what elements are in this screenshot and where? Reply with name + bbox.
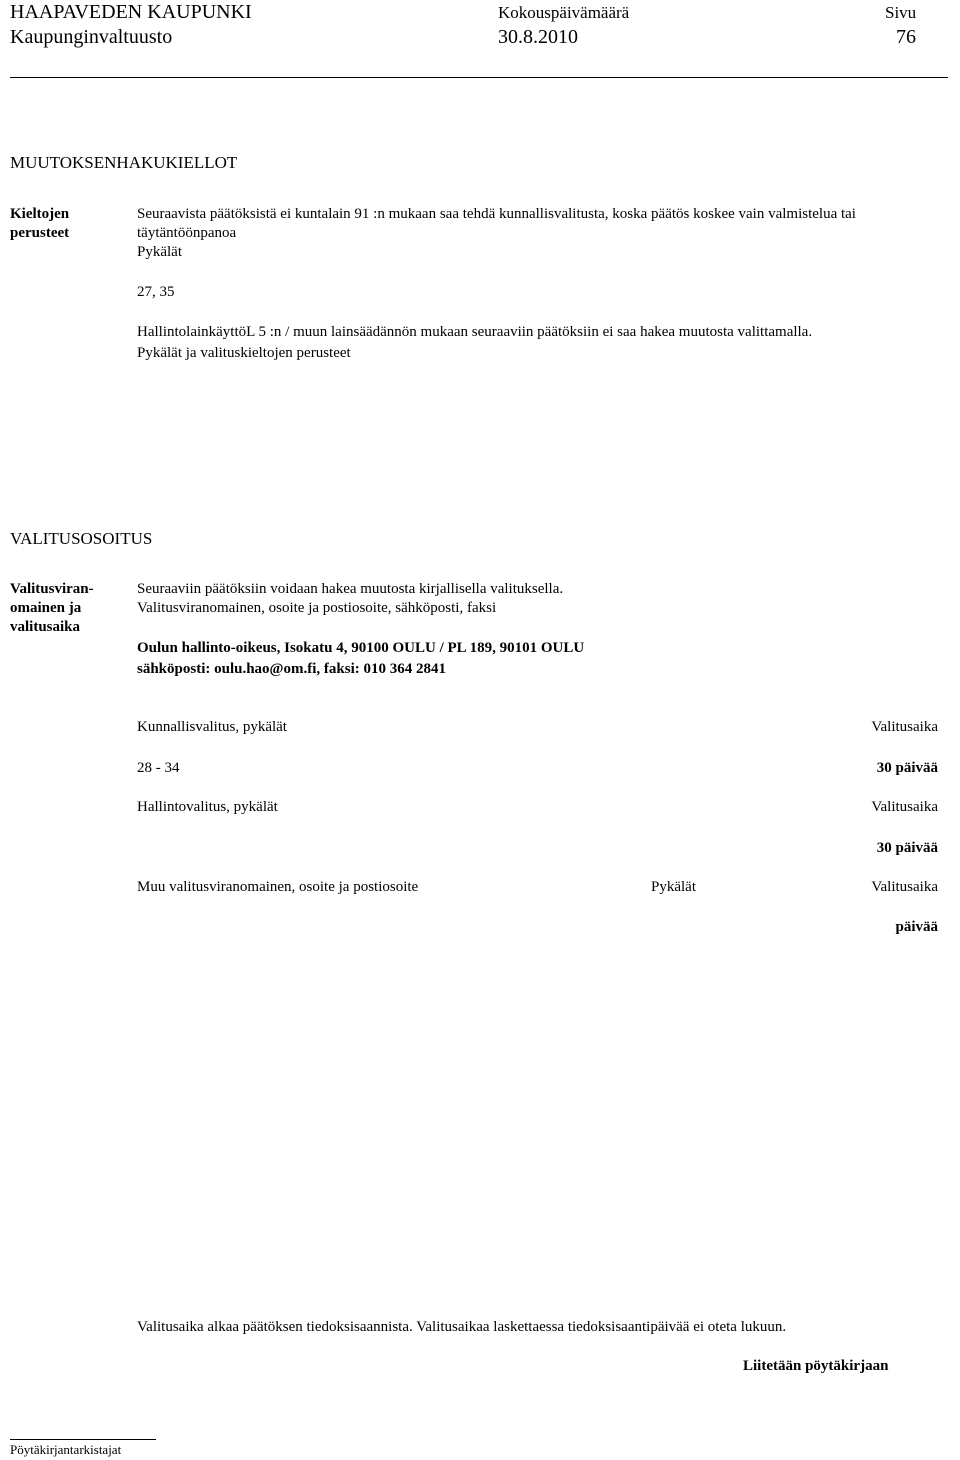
muutoksenhaku-heading: MUUTOKSENHAKUKIELLOT — [10, 153, 238, 172]
hallintovalitus-label: Hallintovalitus, pykälät — [137, 799, 278, 815]
court-address: Oulun hallinto-oikeus, Isokatu 4, 90100 OULU / PL 189, 90101 OULU — [137, 640, 585, 656]
page-number: 76 — [896, 26, 916, 48]
side-label-line: perusteet — [10, 225, 70, 241]
header-divider — [10, 77, 948, 78]
hallintovalitus-time-label: Valitusaika — [871, 799, 938, 815]
muutoksenhaku-text-1b: täytäntöönpanoa — [137, 225, 237, 241]
muutoksenhaku-text-1: Seuraavista päätöksistä ei kuntalain 91 :n mukaan saa tehdä kunnallisvalitusta, koska päätös koskee vain valmistelua tai — [137, 206, 856, 222]
org-name: HAAPAVEDEN KAUPUNKI — [10, 1, 252, 23]
footer-label: Pöytäkirjantarkistajat — [10, 1442, 122, 1457]
hallintovalitus-time: 30 päivää — [876, 840, 938, 856]
side-label-line: Kieltojen — [10, 206, 70, 222]
muu-valitusviranomainen-label: Muu valitusviranomainen, osoite ja postiosoite — [137, 879, 419, 895]
valitus-text-1: Seuraaviin päätöksiin voidaan hakea muutosta kirjallisella valituksella. — [137, 581, 564, 597]
valitusviranomainen-label — [10, 580, 115, 637]
attach-to-minutes: Liitetään pöytäkirjaan — [743, 1358, 889, 1374]
kunnallisvalitus-label: Kunnallisvalitus, pykälät — [137, 719, 287, 735]
side-label-line: valitusaika — [10, 619, 81, 635]
muu-time-label: Valitusaika — [871, 879, 938, 895]
footer-rule — [10, 1439, 156, 1440]
kieltojen-perusteet-label — [10, 205, 115, 243]
muu-pykalat-label: Pykälät — [651, 879, 696, 895]
side-label-line: Valitusviran- — [10, 581, 94, 597]
court-contact: sähköposti: oulu.hao@om.fi, faksi: 010 364 2841 — [137, 661, 447, 677]
pykalat-label: Pykälät — [137, 244, 182, 260]
kunnallisvalitus-time-label: Valitusaika — [871, 719, 938, 735]
date-label: Kokouspäivämäärä — [498, 3, 630, 22]
kunnallisvalitus-time: 30 päivää — [876, 760, 938, 776]
valitusosoitus-heading: VALITUSOSOITUS — [10, 529, 153, 548]
valitusaika-note: Valitusaika alkaa päätöksen tiedoksisaannista. Valitusaikaa laskettaessa tiedoksisaantipäivää ei oteta lukuun. — [137, 1319, 787, 1335]
meeting-date: 30.8.2010 — [498, 26, 578, 48]
page-label: Sivu — [885, 3, 917, 22]
valitus-text-2: Valitusviranomainen, osoite ja postiosoite, sähköposti, faksi — [137, 600, 497, 616]
pykalat-value: 27, 35 — [137, 284, 175, 300]
muu-time: päivää — [895, 919, 938, 935]
muutoksenhaku-text-3: Pykälät ja valituskieltojen perusteet — [137, 345, 351, 361]
side-label-line: omainen ja — [10, 600, 82, 616]
muutoksenhaku-text-2: HallintolainkäyttöL 5 :n / muun lainsäädännön mukaan seuraaviin päätöksiin ei saa hakea muutosta valittamalla. — [137, 324, 813, 340]
kunnallisvalitus-pykalat: 28 - 34 — [137, 760, 180, 776]
body-name: Kaupunginvaltuusto — [10, 26, 173, 48]
